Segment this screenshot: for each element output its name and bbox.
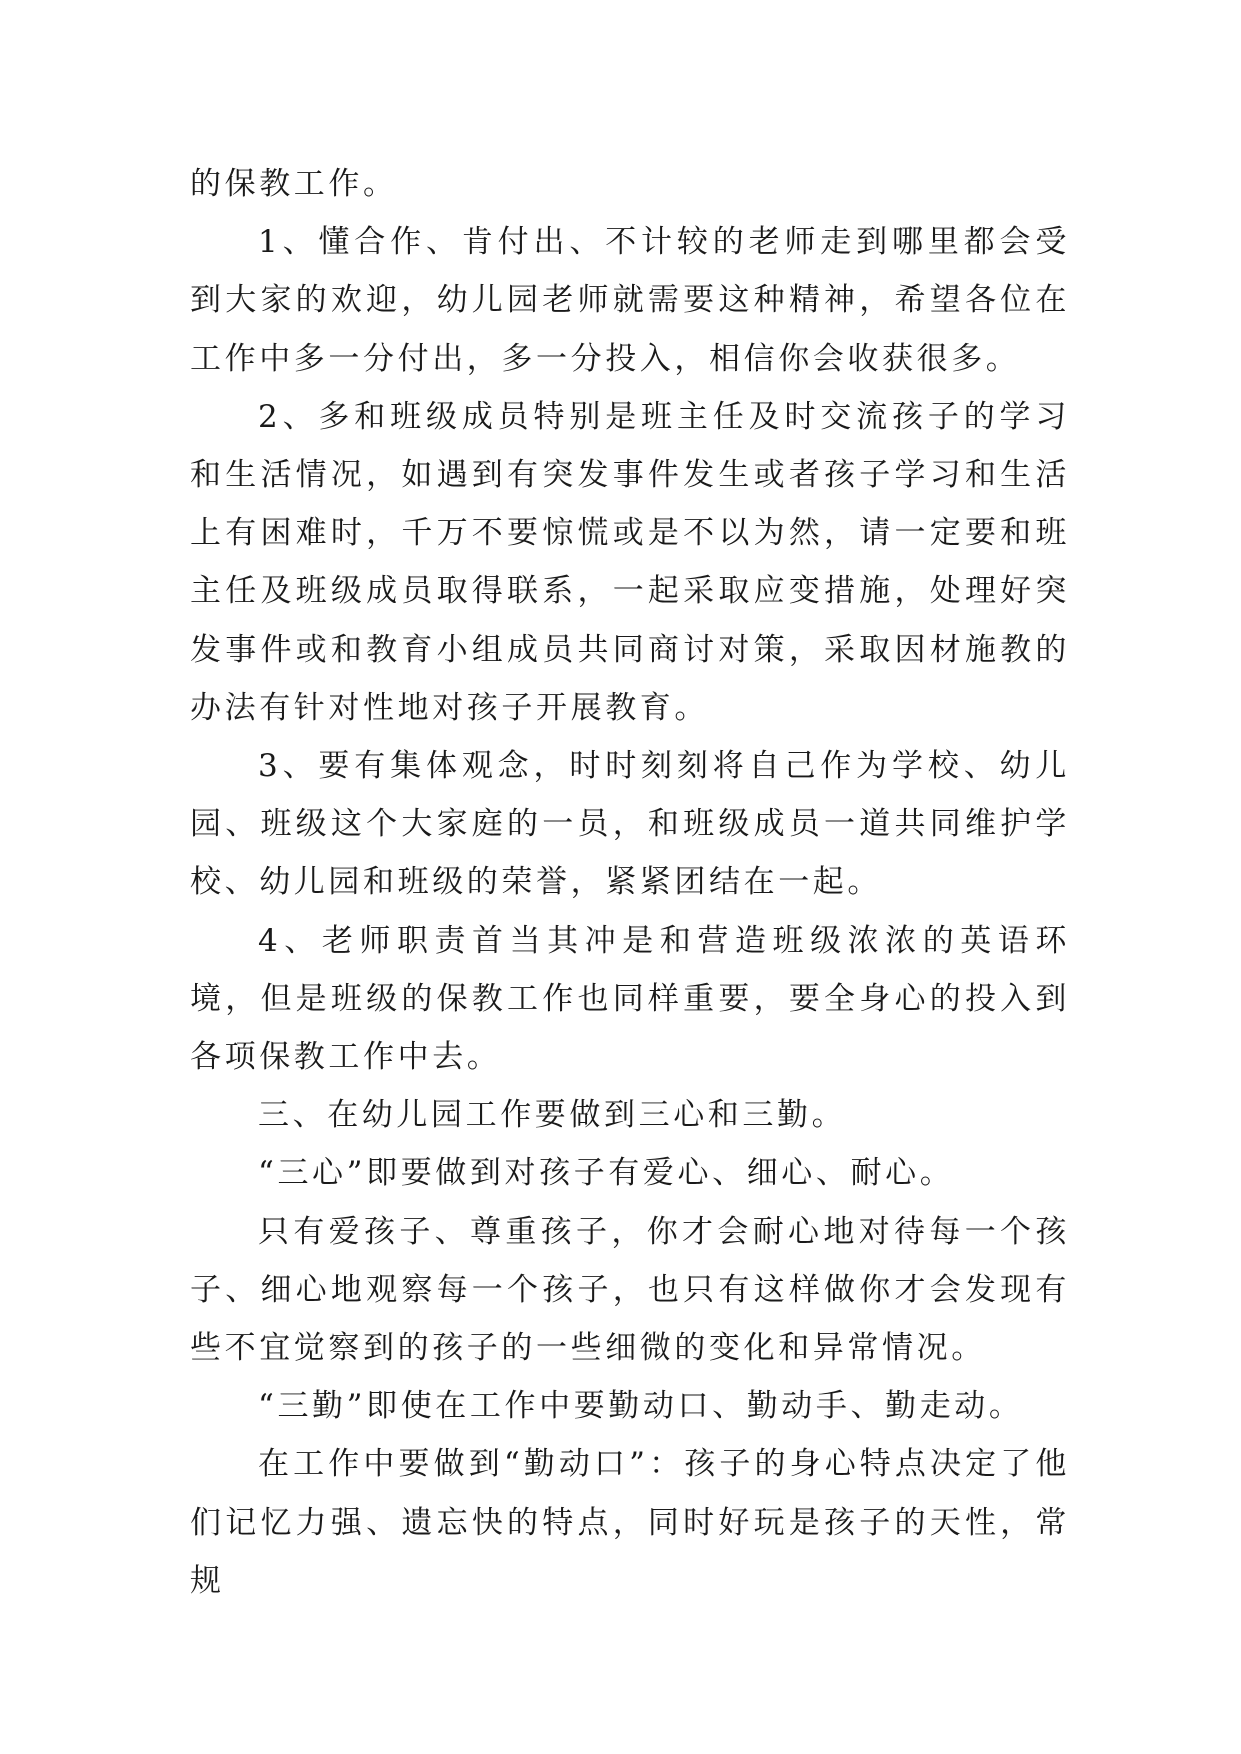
paragraph-item-1: 1、懂合作、肯付出、不计较的老师走到哪里都会受到大家的欢迎，幼儿园老师就需要这种精神，希望各位在工作中多一分付出，多一分投入，相信你会收获很多。 (190, 224, 1070, 377)
document-body (190, 155, 1070, 1610)
paragraph-item-3: 3、要有集体观念，时时刻刻将自己作为学校、幼儿园、班级这个大家庭的一员，和班级成员一道共同维护学校、幼儿园和班级的荣誉，紧紧团结在一起。 (190, 748, 1070, 901)
paragraph-three-hearts: “三心”即要做到对孩子有爱心、细心、耐心。 (258, 1155, 955, 1192)
paragraph-love-children: 只有爱孩子、尊重孩子，你才会耐心地对待每一个孩子、细心地观察每一个孩子，也只有这样做你才会发现有些不宜觉察到的孩子的一些细微的变化和异常情况。 (190, 1213, 1070, 1367)
section-heading-three: 三、在幼儿园工作要做到三心和三勤。 (258, 1097, 847, 1134)
paragraph-item-2: 2、多和班级成员特别是班主任及时交流孩子的学习和生活情况，如遇到有突发事件发生或者孩子学习和生活上有困难时，千万不要惊慌或是不以为然，请一定要和班主任及班级成员取得联系，一起采取应变措施，处理好突发事件或和教育小组成员共同商讨对策，采取因材施教的办法有针对性地对孩子开展教育。 (190, 398, 1070, 726)
paragraph-diligent-speaking: 在工作中要做到“勤动口”：孩子的身心特点决定了他们记忆力强、遗忘快的特点，同时好玩是孩子的天性，常规 (190, 1446, 1070, 1599)
paragraph-item-4: 4、老师职责首当其冲是和营造班级浓浓的英语环境，但是班级的保教工作也同样重要，要全身心的投入到各项保教工作中去。 (190, 922, 1070, 1076)
paragraph-continuation: 的保教工作。 (190, 166, 398, 202)
paragraph-three-diligences: “三勤”即使在工作中要勤动口、勤动手、勤走动。 (258, 1388, 1024, 1425)
